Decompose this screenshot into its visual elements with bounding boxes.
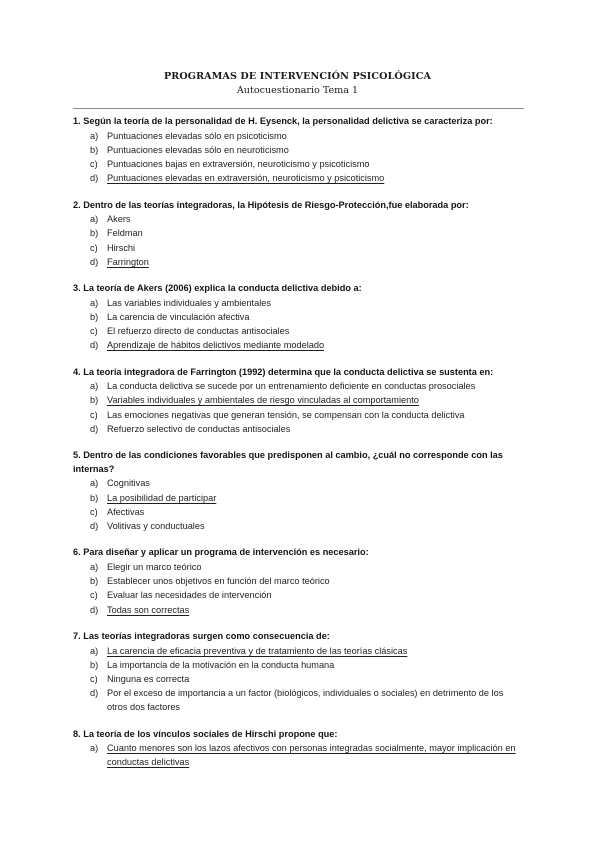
option-text: Puntuaciones elevadas sólo en psicoticismo xyxy=(107,130,287,141)
option-letter: a) xyxy=(90,645,99,656)
option-text-correct: Aprendizaje de hábitos delictivos mediante modelado xyxy=(107,340,325,351)
option-letter: c) xyxy=(90,506,98,517)
option-letter: b) xyxy=(90,144,99,155)
answer-option xyxy=(73,171,522,185)
option-text: Evaluar las necesidades de intervención xyxy=(107,590,272,601)
option-text: El refuerzo directo de conductas antisociales xyxy=(107,326,290,337)
answer-option xyxy=(73,255,522,269)
question-list xyxy=(73,115,522,770)
option-letter: a) xyxy=(90,743,99,754)
question-1 xyxy=(73,115,522,186)
question-text: 7. Las teorías integradoras surgen como consecuencia de: xyxy=(73,630,330,641)
option-text-correct: Variables individuales y ambientales de riesgo vinculadas al comportamiento xyxy=(107,395,419,406)
question-text: 6. Para diseñar y aplicar un programa de intervención es necesario: xyxy=(73,547,369,558)
answer-option xyxy=(73,310,522,324)
question-8 xyxy=(73,728,522,770)
option-text: Refuerzo selectivo de conductas antisociales xyxy=(107,423,291,434)
answer-option xyxy=(73,129,522,143)
option-letter: b) xyxy=(90,395,99,406)
option-letter: c) xyxy=(90,242,98,253)
option-text: Las emociones negativas que generan tensión, se compensan con la conducta delictiva xyxy=(107,409,465,420)
answer-option xyxy=(73,226,522,240)
option-letter: b) xyxy=(90,228,99,239)
option-text: Volitivas y conductuales xyxy=(107,521,205,532)
question-7 xyxy=(73,630,522,715)
question-text: 4. La teoría integradora de Farrington (1992) determina que la conducta delictiva se sustenta en: xyxy=(73,366,494,377)
option-letter: d) xyxy=(90,688,99,699)
option-text: La conducta delictiva se sucede por un entrenamiento deficiente en conductas prosociales xyxy=(107,381,476,392)
answer-option xyxy=(73,379,522,393)
option-text: Feldman xyxy=(107,228,143,239)
option-text: Puntuaciones elevadas sólo en neuroticismo xyxy=(107,144,289,155)
answer-option xyxy=(73,491,522,505)
option-letter: d) xyxy=(90,604,99,615)
answer-option xyxy=(73,408,522,422)
option-letter: d) xyxy=(90,256,99,267)
answer-option xyxy=(73,143,522,157)
option-text-correct: Puntuaciones elevadas en extraversión, neuroticismo y psicoticismo xyxy=(107,173,385,184)
option-text: La carencia de vinculación afectiva xyxy=(107,311,250,322)
option-letter: a) xyxy=(90,561,99,572)
option-text: Hirschi xyxy=(107,242,136,253)
question-5 xyxy=(73,449,522,533)
option-text: Las variables individuales y ambientales xyxy=(107,297,271,308)
option-letter: a) xyxy=(90,478,99,489)
option-letter: a) xyxy=(90,214,99,225)
option-letter: b) xyxy=(90,492,99,503)
document-title: PROGRAMAS DE INTERVENCIÓN PSICOLÓGICA xyxy=(163,71,432,82)
option-text: La importancia de la motivación en la conducta humana xyxy=(107,659,335,670)
option-text-correct: Cuanto menores son los lazos afectivos con personas integradas socialmente, mayor implicación en conductas delictivas xyxy=(107,743,516,768)
answer-option xyxy=(73,672,522,686)
answer-option xyxy=(73,324,522,338)
question-text: 8. La teoría de los vínculos sociales de Hirschi propone que: xyxy=(73,728,338,739)
option-text: Establecer unos objetivos en función del marco teórico xyxy=(107,576,330,587)
option-letter: c) xyxy=(90,673,98,684)
option-text: Puntuaciones bajas en extraversión, neuroticismo y psicoticismo xyxy=(107,159,370,170)
question-6 xyxy=(73,546,522,617)
answer-option xyxy=(73,476,522,490)
header-divider xyxy=(73,108,524,109)
answer-option xyxy=(73,644,522,658)
question-3 xyxy=(73,282,522,353)
question-text: 2. Dentro de las teorías integradoras, la Hipótesis de Riesgo-Protección,fue elaborada por: xyxy=(73,199,469,210)
answer-option xyxy=(73,519,522,533)
option-letter: d) xyxy=(90,340,99,351)
option-letter: a) xyxy=(90,130,99,141)
answer-option xyxy=(73,422,522,436)
answer-option xyxy=(73,393,522,407)
option-letter: a) xyxy=(90,297,99,308)
option-text: Elegir un marco teórico xyxy=(107,561,202,572)
option-letter: d) xyxy=(90,521,99,532)
option-letter: c) xyxy=(90,409,98,420)
option-text: Cognitivas xyxy=(107,478,150,489)
question-text: 3. La teoría de Akers (2006) explica la conducta delictiva debido a: xyxy=(73,283,362,294)
option-text-correct: Farrington xyxy=(107,256,149,267)
question-4 xyxy=(73,366,522,437)
option-text-correct: Todas son correctas xyxy=(107,604,190,615)
answer-option xyxy=(73,741,522,769)
answer-option xyxy=(73,658,522,672)
answer-option xyxy=(73,603,522,617)
answer-option xyxy=(73,296,522,310)
option-letter: d) xyxy=(90,173,99,184)
option-text: Por el exceso de importancia a un factor (biológicos, individuales o sociales) en detrimento de los otros dos factores xyxy=(107,688,504,713)
option-text-correct: La posibilidad de participar xyxy=(107,492,217,503)
option-text: Afectivas xyxy=(107,506,145,517)
option-letter: a) xyxy=(90,381,99,392)
option-letter: d) xyxy=(90,423,99,434)
answer-option xyxy=(73,212,522,226)
answer-option xyxy=(73,338,522,352)
option-letter: b) xyxy=(90,576,99,587)
option-letter: b) xyxy=(90,311,99,322)
answer-option xyxy=(73,505,522,519)
option-letter: c) xyxy=(90,159,98,170)
document-subtitle: Autocuestionario Tema 1 xyxy=(236,85,359,96)
option-letter: c) xyxy=(90,326,98,337)
answer-option xyxy=(73,241,522,255)
answer-option xyxy=(73,686,522,714)
option-text-correct: La carencia de eficacia preventiva y de tratamiento de las teorías clásicas xyxy=(107,645,408,656)
answer-option xyxy=(73,157,522,171)
option-letter: c) xyxy=(90,590,98,601)
option-letter: b) xyxy=(90,659,99,670)
question-text: 1. Según la teoría de la personalidad de H. Eysenck, la personalidad delictiva se caracteriza por: xyxy=(73,116,493,126)
answer-option xyxy=(73,588,522,602)
answer-option xyxy=(73,560,522,574)
option-text: Akers xyxy=(107,214,131,225)
question-2 xyxy=(73,199,522,270)
question-text: 5. Dentro de las condiciones favorables que predisponen al cambio, ¿cuál no corresponde con las internas? xyxy=(73,450,503,474)
answer-option xyxy=(73,574,522,588)
option-text: Ninguna es correcta xyxy=(107,673,190,684)
